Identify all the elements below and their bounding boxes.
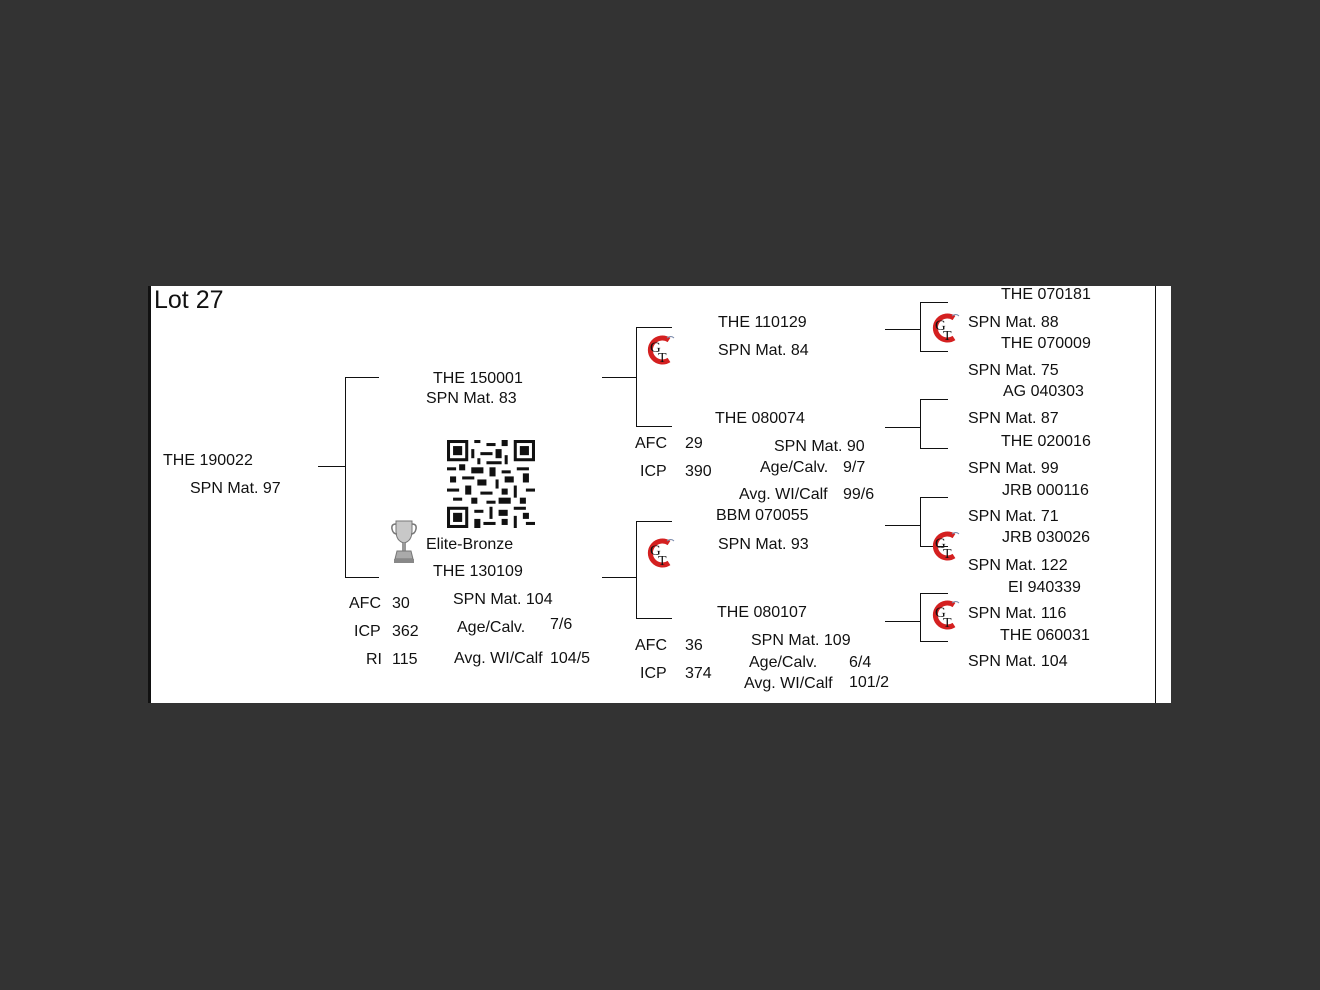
sire-id: THE 150001 bbox=[433, 370, 523, 387]
gt-logo-icon bbox=[641, 535, 677, 571]
connector-line bbox=[885, 329, 921, 330]
sire-sire-id: THE 110129 bbox=[718, 314, 807, 331]
sds-spn: SPN Mat. 87 bbox=[968, 410, 1059, 427]
dam-award: Elite-Bronze bbox=[426, 536, 514, 553]
dam-wi-label: Avg. WI/Calf bbox=[454, 650, 543, 667]
connector-line bbox=[920, 641, 948, 642]
dam-sire-spn: SPN Mat. 93 bbox=[718, 536, 809, 553]
ddd-spn: SPN Mat. 104 bbox=[968, 653, 1068, 670]
dam-dam-age-label: Age/Calv. bbox=[749, 654, 818, 671]
svg-text:G: G bbox=[935, 605, 946, 621]
connector-line bbox=[920, 497, 948, 498]
sire-dam-age-label: Age/Calv. bbox=[760, 459, 829, 476]
sire-dam-spn: SPN Mat. 90 bbox=[774, 438, 865, 455]
dam-afc-value: 30 bbox=[392, 595, 410, 612]
gt-logo-icon bbox=[926, 528, 962, 564]
sire-dam-id: THE 080074 bbox=[715, 410, 805, 427]
connector-line bbox=[885, 621, 921, 622]
connector-line bbox=[920, 593, 921, 642]
connector-line bbox=[636, 521, 672, 522]
card-left-edge bbox=[148, 286, 151, 703]
connector-line bbox=[920, 302, 921, 352]
dam-dam-id: THE 080107 bbox=[717, 604, 807, 621]
connector-line bbox=[920, 399, 921, 449]
svg-text:T: T bbox=[658, 351, 667, 366]
connector-line bbox=[602, 577, 637, 578]
dam-spn: SPN Mat. 104 bbox=[453, 591, 553, 608]
connector-line bbox=[636, 618, 672, 619]
dam-dam-wi-label: Avg. WI/Calf bbox=[744, 675, 833, 692]
ssd-spn: SPN Mat. 75 bbox=[968, 362, 1059, 379]
dam-dam-age-value: 6/4 bbox=[849, 654, 872, 671]
svg-text:T: T bbox=[943, 616, 952, 631]
qr-code bbox=[447, 440, 535, 528]
dam-ri-label: RI bbox=[366, 651, 382, 668]
dam-age-value: 7/6 bbox=[550, 616, 573, 633]
ddd-id: THE 060031 bbox=[1000, 627, 1090, 644]
gt-logo-icon bbox=[926, 597, 962, 633]
connector-line bbox=[636, 327, 637, 427]
animal-spn: SPN Mat. 97 bbox=[190, 480, 281, 497]
connector-line bbox=[920, 399, 948, 400]
connector-line bbox=[345, 377, 346, 578]
sdd-spn: SPN Mat. 99 bbox=[968, 460, 1059, 477]
pedigree-card bbox=[148, 286, 1171, 703]
dds-id: EI 940339 bbox=[1008, 579, 1081, 596]
sire-dam-afc-value: 29 bbox=[685, 435, 703, 452]
connector-line bbox=[345, 577, 379, 578]
connector-line bbox=[318, 466, 345, 467]
connector-line bbox=[920, 448, 948, 449]
connector-line bbox=[920, 351, 948, 352]
connector-line bbox=[636, 327, 672, 328]
gt-logo-icon bbox=[641, 332, 677, 368]
animal-id: THE 190022 bbox=[163, 452, 253, 469]
connector-line bbox=[636, 521, 637, 619]
sire-sire-spn: SPN Mat. 84 bbox=[718, 342, 809, 359]
dam-dam-icp-value: 374 bbox=[685, 665, 712, 682]
connector-line bbox=[602, 377, 637, 378]
dam-sire-id: BBM 070055 bbox=[716, 507, 809, 524]
sire-spn: SPN Mat. 83 bbox=[426, 390, 517, 407]
dam-wi-value: 104/5 bbox=[550, 650, 591, 667]
dsd-spn: SPN Mat. 122 bbox=[968, 557, 1068, 574]
svg-text:G: G bbox=[650, 543, 661, 559]
dam-icp-label: ICP bbox=[354, 623, 381, 640]
card-right-edge bbox=[1155, 286, 1156, 703]
sss-spn: SPN Mat. 88 bbox=[968, 314, 1059, 331]
sds-id: AG 040303 bbox=[1003, 383, 1084, 400]
sire-dam-wi-value: 99/6 bbox=[843, 486, 875, 503]
sss-id: THE 070181 bbox=[1001, 286, 1091, 303]
gt-logo-icon bbox=[926, 310, 962, 346]
sire-dam-icp-label: ICP bbox=[640, 463, 667, 480]
trophy-icon bbox=[390, 519, 418, 565]
connector-line bbox=[885, 525, 921, 526]
dss-id: JRB 000116 bbox=[1002, 482, 1089, 499]
dsd-id: JRB 030026 bbox=[1002, 529, 1091, 546]
connector-line bbox=[636, 426, 672, 427]
svg-text:G: G bbox=[935, 318, 946, 334]
dam-dam-wi-value: 101/2 bbox=[849, 674, 890, 691]
dam-dam-afc-value: 36 bbox=[685, 637, 703, 654]
sire-dam-wi-label: Avg. WI/Calf bbox=[739, 486, 828, 503]
lot-title: Lot 27 bbox=[154, 286, 224, 314]
svg-text:T: T bbox=[658, 554, 667, 569]
dam-afc-label: AFC bbox=[349, 595, 381, 612]
connector-line bbox=[920, 302, 948, 303]
dss-spn: SPN Mat. 71 bbox=[968, 508, 1059, 525]
connector-line bbox=[345, 377, 379, 378]
svg-text:G: G bbox=[935, 536, 946, 552]
sire-dam-afc-label: AFC bbox=[635, 435, 667, 452]
sdd-id: THE 020016 bbox=[1001, 433, 1091, 450]
svg-text:T: T bbox=[943, 329, 952, 344]
dam-ri-value: 115 bbox=[392, 651, 418, 668]
sire-dam-age-value: 9/7 bbox=[843, 459, 866, 476]
svg-text:T: T bbox=[943, 547, 952, 562]
dam-dam-icp-label: ICP bbox=[640, 665, 667, 682]
connector-line bbox=[885, 427, 921, 428]
svg-text:G: G bbox=[650, 340, 661, 356]
dam-dam-afc-label: AFC bbox=[635, 637, 667, 654]
dam-icp-value: 362 bbox=[392, 623, 419, 640]
dam-id: THE 130109 bbox=[433, 563, 523, 580]
connector-line bbox=[920, 497, 921, 547]
ssd-id: THE 070009 bbox=[1001, 335, 1091, 352]
connector-line bbox=[920, 593, 948, 594]
dam-age-label: Age/Calv. bbox=[457, 619, 526, 636]
sire-dam-icp-value: 390 bbox=[685, 463, 712, 480]
dam-dam-spn: SPN Mat. 109 bbox=[751, 632, 851, 649]
dds-spn: SPN Mat. 116 bbox=[968, 605, 1067, 622]
